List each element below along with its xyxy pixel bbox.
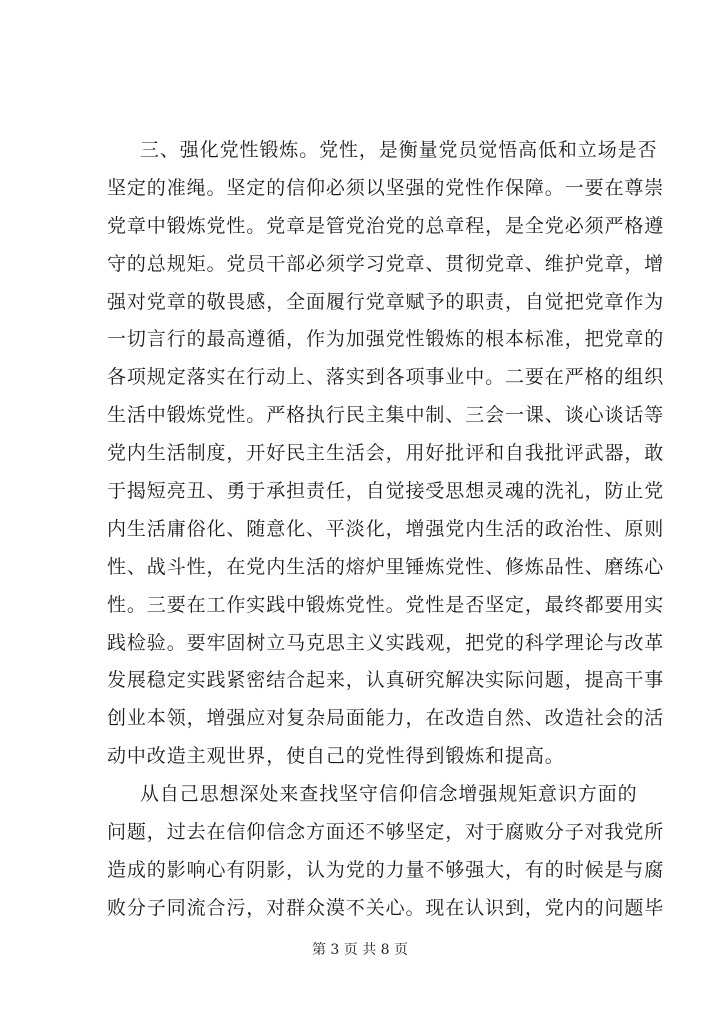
text-line: 党章中锻炼党性。党章是管党治党的总章程，是全党必须严格遵 [107,214,665,237]
text-line: 动中改造主观世界，使自己的党性得到锻炼和提高。 [107,745,565,768]
text-line: 性、战斗性，在党内生活的熔炉里锤炼党性、修炼品性、磨练心 [107,555,665,578]
text-line: 党内生活制度，开好民主生活会，用好批评和自我批评武器，敢 [107,442,665,465]
text-line: 内生活庸俗化、随意化、平淡化，增强党内生活的政治性、原则 [107,517,665,540]
text-line: 造成的影响心有阴影，认为党的力量不够强大，有的时候是与腐 [107,858,665,881]
text-line: 败分子同流合污，对群众漠不关心。现在认识到，党内的问题毕 [107,896,665,919]
paragraph-party-spirit [107,132,665,776]
text-line: 创业本领，增强应对复杂局面能力，在改造自然、改造社会的活 [107,707,665,730]
text-line: 于揭短亮丑、勇于承担责任，自觉接受思想灵魂的洗礼，防止党 [107,480,665,503]
paragraph-self-examination [107,776,665,928]
body-text [107,132,665,928]
text-line: 各项规定落实在行动上、落实到各项事业中。二要在严格的组织 [107,366,665,389]
text-line: 问题，过去在信仰信念方面还不够坚定，对于腐败分子对我党所 [107,821,665,844]
text-line: 强对党章的敬畏感，全面履行党章赋予的职责，自觉把党章作为 [107,290,665,313]
text-line: 一切言行的最高遵循，作为加强党性锻炼的根本标准，把党章的 [107,328,665,351]
text-line: 坚定的准绳。坚定的信仰必须以坚强的党性作保障。一要在尊崇 [107,176,665,199]
text-line: 性。三要在工作实践中锻炼党性。党性是否坚定，最终都要用实 [107,593,665,616]
text-line: 守的总规矩。党员干部必须学习党章、贯彻党章、维护党章，增 [107,252,665,275]
text-line: 三、强化党性锻炼。党性，是衡量党员觉悟高低和立场是否 [140,139,658,161]
text-line: 生活中锻炼党性。严格执行民主集中制、三会一课、谈心谈话等 [107,404,665,427]
text-line: 从自己思想深处来查找坚守信仰信念增强规矩意识方面的 [140,783,638,806]
text-line: 发展稳定实践紧密结合起来，认真研究解决实际问题，提高干事 [107,669,665,692]
text-line: 践检验。要牢固树立马克思主义实践观，把党的科学理论与改革 [107,631,665,654]
page-footer: 第 3 页 共 8 页 [311,942,409,958]
